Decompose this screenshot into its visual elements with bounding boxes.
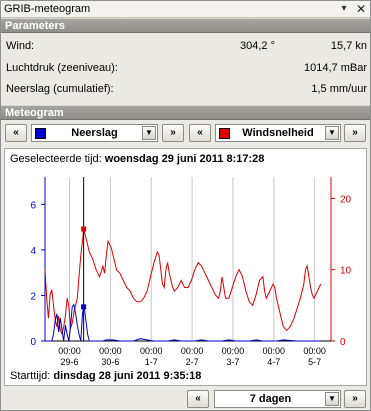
prev-symbol: «	[197, 127, 203, 138]
left-axis-tick-label: 6	[30, 200, 36, 212]
start-time-value: dinsdag 28 juni 2011 9:35:18	[53, 370, 202, 382]
param-value-direction: 304,2 °	[240, 40, 275, 52]
period-bar	[1, 389, 370, 410]
param-label: Neerslag (cumulatief):	[6, 83, 114, 95]
x-tick-date: 30-6	[101, 357, 120, 367]
x-tick-time: 00:00	[180, 346, 204, 356]
period-prev-button[interactable]	[187, 390, 209, 408]
x-tick-date: 29-6	[60, 357, 79, 367]
param-value-precipitation: 1,5 mm/uur	[311, 83, 367, 95]
selected-time-value: woensdag 29 juni 2011 8:17:28	[104, 153, 265, 165]
next-symbol: »	[352, 393, 358, 404]
x-tick-date: 3-7	[226, 357, 240, 367]
selected-marker-windsnelheid	[81, 227, 86, 232]
start-time-label: Starttijd:	[10, 370, 51, 382]
chevron-down-icon[interactable]: ▼	[142, 126, 156, 140]
right-series-label: Windsnelheid	[242, 127, 314, 139]
series-line-windsnelheid	[45, 229, 321, 334]
x-tick-date: 2-7	[185, 357, 199, 367]
x-tick-time: 00:00	[262, 346, 286, 356]
param-value-pressure: 1014,7 mBar	[304, 62, 367, 74]
window-title: GRIB-meteogram	[4, 3, 91, 15]
right-axis-tick-label: 0	[340, 337, 346, 348]
prev-symbol: «	[195, 393, 201, 404]
x-tick-time: 00:00	[303, 346, 326, 356]
parameters-header-label: Parameters	[5, 20, 65, 32]
x-tick-date: 5-7	[308, 357, 322, 367]
x-tick-date: 4-7	[267, 357, 281, 367]
meteogram-chart[interactable]	[1, 1, 370, 410]
left-axis-tick-label: 0	[30, 337, 36, 348]
next-symbol: »	[352, 127, 358, 138]
x-tick-time: 00:00	[139, 346, 163, 356]
chevron-down-icon[interactable]: ▼	[325, 126, 339, 140]
left-axis-tick-label: 4	[30, 245, 36, 257]
selected-time-label: Geselecteerde tijd:	[10, 153, 102, 165]
selected-marker-neerslag	[81, 304, 86, 309]
left-axis-tick-label: 2	[30, 291, 36, 303]
pin-icon[interactable]: ▾	[341, 3, 347, 14]
right-axis-tick-label: 20	[340, 194, 352, 206]
next-symbol: »	[170, 127, 176, 138]
x-tick-time: 00:00	[58, 346, 81, 356]
period-next-button[interactable]	[344, 390, 366, 408]
param-label: Wind:	[6, 40, 35, 52]
start-time	[10, 370, 201, 382]
prev-symbol: «	[13, 127, 19, 138]
x-tick-time: 00:00	[221, 346, 245, 356]
x-tick-time: 00:00	[99, 346, 122, 356]
param-value-speed: 15,7 kn	[330, 40, 367, 52]
chevron-down-icon[interactable]: ▼	[325, 392, 339, 406]
close-icon[interactable]: ✕	[355, 2, 367, 16]
param-label: Luchtdruk (zeeniveau):	[6, 62, 118, 74]
x-tick-date: 1-7	[144, 357, 158, 367]
period-label: 7 dagen	[249, 393, 292, 405]
period-select[interactable]	[214, 390, 341, 408]
right-axis-tick-label: 10	[340, 265, 352, 277]
left-series-label: Neerslag	[71, 127, 118, 139]
meteogram-header-label: Meteogram	[5, 107, 64, 119]
